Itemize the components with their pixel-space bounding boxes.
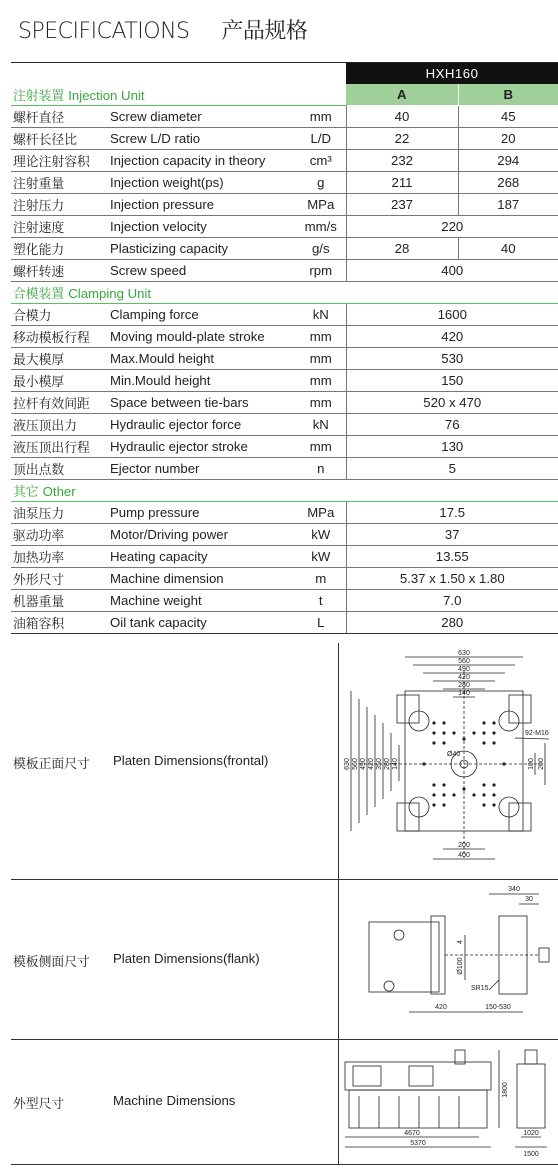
spec-label-en: Ejector number	[110, 458, 296, 480]
spec-row	[11, 238, 558, 260]
dim-bottom-400: 400	[458, 852, 470, 859]
dim-left-630: 630	[344, 758, 351, 770]
spec-value-b: 187	[458, 194, 558, 216]
spec-value: 150	[346, 370, 558, 392]
machine-end-view	[517, 1064, 545, 1128]
spec-unit: mm/s	[296, 216, 346, 238]
spec-row	[11, 590, 558, 612]
dim-left-350: 350	[376, 758, 383, 770]
spec-label-zh: 油泵压力	[11, 502, 110, 524]
spec-unit: g	[296, 172, 346, 194]
spec-label-en: Injection capacity in theory	[110, 150, 296, 172]
frontal-drawing-cell	[338, 643, 558, 879]
machine-drawing-cell	[338, 1040, 558, 1164]
spec-label-zh: 机器重量	[11, 590, 110, 612]
spec-label-zh: 油箱容积	[11, 612, 110, 634]
model-name: HXH160	[346, 63, 558, 84]
machine-label-zh: 外型尺寸	[13, 1097, 65, 1112]
spec-label-en: Machine dimension	[110, 568, 296, 590]
spec-unit: kN	[296, 414, 346, 436]
section-clamping-zh: 合模装置	[13, 287, 65, 302]
hopper-end-view	[525, 1050, 537, 1064]
spec-label-en: Min.Mould height	[110, 370, 296, 392]
drawing-row-flank	[11, 880, 558, 1040]
spec-label-zh: 理论注射容积	[11, 150, 110, 172]
flank-drawing-cell	[338, 880, 558, 1039]
spec-unit: g/s	[296, 238, 346, 260]
section-injection-zh: 注射装置	[13, 88, 65, 104]
spec-unit: n	[296, 458, 346, 480]
spec-row	[11, 194, 558, 216]
spec-label-en: Screw L/D ratio	[110, 128, 296, 150]
spec-row	[11, 392, 558, 414]
section-injection-en: Injection Unit	[68, 87, 145, 103]
spec-row	[11, 260, 558, 282]
spec-label-zh: 注射速度	[11, 216, 110, 238]
section-injection	[11, 84, 558, 106]
spec-value: 280	[346, 612, 558, 634]
spec-value-a: 232	[346, 150, 458, 172]
diameter-100-label: Ø100	[457, 957, 464, 975]
thread-leader-line	[515, 738, 549, 739]
spec-row	[11, 414, 558, 436]
spec-value-a: 40	[346, 106, 458, 128]
dim-left-280: 280	[384, 758, 391, 770]
spec-value-b: 20	[458, 128, 558, 150]
spec-value: 5	[346, 458, 558, 480]
bolt-upper	[394, 930, 404, 940]
spec-value: 220	[346, 216, 558, 238]
dim-left-420: 420	[368, 758, 375, 770]
dim-right-100: 100	[528, 758, 535, 770]
spec-label-zh: 最大模厚	[11, 348, 110, 370]
spec-row	[11, 172, 558, 194]
spec-unit: mm	[296, 370, 346, 392]
spec-value: 520 x 470	[346, 392, 558, 414]
spec-unit: L/D	[296, 128, 346, 150]
spec-row	[11, 128, 558, 150]
section-clamping-en: Clamping Unit	[68, 286, 152, 301]
spec-label-en: Screw speed	[110, 260, 296, 282]
spec-label-zh: 最小模厚	[11, 370, 110, 392]
flank-label-en: Platen Dimensions(flank)	[113, 951, 260, 966]
spec-unit: kW	[296, 524, 346, 546]
spec-value: 37	[346, 524, 558, 546]
spec-label-zh: 螺杆直径	[11, 106, 110, 128]
machine-base	[349, 1090, 487, 1128]
corner-block-bl	[397, 803, 419, 831]
spec-label-zh: 合模力	[11, 304, 110, 326]
spec-label-zh: 外形尺寸	[11, 568, 110, 590]
spec-label-zh: 螺杆长径比	[11, 128, 110, 150]
dim-560: 560	[458, 658, 470, 665]
page-title	[18, 14, 307, 44]
spec-label-zh: 加热功率	[11, 546, 110, 568]
dim-30: 30	[525, 896, 533, 903]
thread-label: 92-M16	[525, 730, 549, 737]
spec-label-zh: 拉杆有效间距	[11, 392, 110, 414]
dim-4670: 4670	[404, 1130, 420, 1137]
spec-value: 1600	[346, 304, 558, 326]
other-rows	[11, 502, 558, 634]
spec-label-en: Injection weight(ps)	[110, 172, 296, 194]
dim-4-label: 4	[457, 940, 464, 944]
dim-left-490: 490	[360, 758, 367, 770]
spec-value: 5.37 x 1.50 x 1.80	[346, 568, 558, 590]
dim-340: 340	[508, 886, 520, 893]
spec-label-zh: 液压顶出行程	[11, 436, 110, 458]
spec-row	[11, 502, 558, 524]
fixed-platen-body	[369, 922, 439, 992]
section-other-en: Other	[42, 484, 76, 499]
spec-label-zh: 液压顶出力	[11, 414, 110, 436]
dim-1020: 1020	[523, 1130, 539, 1137]
spec-unit: mm	[296, 392, 346, 414]
page-title-zh: 产品规格	[221, 19, 308, 44]
spec-value-b: 40	[458, 238, 558, 260]
spec-value-a: 28	[346, 238, 458, 260]
radius-leader	[489, 980, 499, 990]
spec-row	[11, 304, 558, 326]
spec-label-en: Hydraulic ejector stroke	[110, 436, 296, 458]
dim-bottom-200: 200	[458, 842, 470, 849]
spec-value: 17.5	[346, 502, 558, 524]
spec-unit: rpm	[296, 260, 346, 282]
machine-outline-drawing	[339, 1040, 558, 1165]
spec-label-zh: 螺杆转速	[11, 260, 110, 282]
spec-unit: cm³	[296, 150, 346, 172]
spec-unit: MPa	[296, 502, 346, 524]
spec-value-b: 294	[458, 150, 558, 172]
spec-label-zh: 塑化能力	[11, 238, 110, 260]
section-other	[11, 480, 558, 502]
machine-label-en: Machine Dimensions	[113, 1093, 236, 1108]
dim-280: 280	[458, 682, 470, 689]
spec-value: 7.0	[346, 590, 558, 612]
flank-label-zh: 模板侧面尺寸	[13, 955, 90, 970]
spec-label-en: Injection velocity	[110, 216, 296, 238]
dim-630: 630	[458, 650, 470, 657]
spec-value: 130	[346, 436, 558, 458]
frontal-label-en: Platen Dimensions(frontal)	[113, 753, 269, 768]
model-header-row	[11, 63, 558, 84]
injection-rows	[11, 106, 558, 282]
spec-label-zh: 驱动功率	[11, 524, 110, 546]
spec-value: 13.55	[346, 546, 558, 568]
dim-1500: 1500	[523, 1151, 539, 1158]
spec-label-en: Screw diameter	[110, 106, 296, 128]
spec-value-b: 45	[458, 106, 558, 128]
column-a-header: A	[346, 84, 458, 106]
dim-5370: 5370	[410, 1140, 426, 1147]
corner-block-br	[509, 803, 531, 831]
spec-row	[11, 568, 558, 590]
corner-block-tr	[509, 695, 531, 723]
corner-block-tl	[397, 695, 419, 723]
spec-row	[11, 216, 558, 238]
spec-value-a: 22	[346, 128, 458, 150]
dim-420: 420	[458, 674, 470, 681]
drawing-row-machine	[11, 1040, 558, 1165]
spec-unit: L	[296, 612, 346, 634]
spec-unit: kW	[296, 546, 346, 568]
spec-label-en: Injection pressure	[110, 194, 296, 216]
spec-label-zh: 移动模板行程	[11, 326, 110, 348]
spec-row	[11, 370, 558, 392]
spec-label-en: Hydraulic ejector force	[110, 414, 296, 436]
center-diameter-label: Ø40	[447, 751, 461, 758]
spec-label-en: Motor/Driving power	[110, 524, 296, 546]
spec-label-en: Oil tank capacity	[110, 612, 296, 634]
platen-flank-drawing	[339, 880, 558, 1040]
dim-left-140: 140	[392, 758, 399, 770]
spec-value: 420	[346, 326, 558, 348]
section-other-zh: 其它	[13, 485, 39, 500]
fixed-platen-plate	[431, 916, 445, 994]
spec-row	[11, 612, 558, 634]
section-clamping	[11, 282, 558, 304]
spec-value-a: 211	[346, 172, 458, 194]
dim-140: 140	[458, 690, 470, 697]
dim-1800: 1800	[502, 1082, 509, 1098]
spec-row	[11, 150, 558, 172]
spec-label-zh: 顶出点数	[11, 458, 110, 480]
clamp-unit	[353, 1066, 381, 1086]
spec-value: 400	[346, 260, 558, 282]
platen-frontal-drawing	[339, 643, 558, 880]
spec-label-zh: 注射压力	[11, 194, 110, 216]
spec-value-a: 237	[346, 194, 458, 216]
spec-row	[11, 106, 558, 128]
spec-row	[11, 436, 558, 458]
page-title-en: SPECIFICATIONS	[18, 19, 190, 44]
spec-unit: kN	[296, 304, 346, 326]
dim-490: 490	[458, 666, 470, 673]
dim-left-560: 560	[352, 758, 359, 770]
spec-label-en: Plasticizing capacity	[110, 238, 296, 260]
dim-420: 420	[435, 1004, 447, 1011]
spec-label-en: Max.Mould height	[110, 348, 296, 370]
drawing-row-frontal	[11, 643, 558, 880]
spec-unit: mm	[296, 326, 346, 348]
spec-value: 530	[346, 348, 558, 370]
spec-row	[11, 524, 558, 546]
spec-value: 76	[346, 414, 558, 436]
clamping-rows	[11, 304, 558, 480]
spec-label-en: Heating capacity	[110, 546, 296, 568]
spec-unit: mm	[296, 436, 346, 458]
spec-row	[11, 348, 558, 370]
spec-label-zh: 注射重量	[11, 172, 110, 194]
spec-unit: MPa	[296, 194, 346, 216]
spec-unit: mm	[296, 106, 346, 128]
spec-label-en: Moving mould-plate stroke	[110, 326, 296, 348]
dim-right-200: 200	[538, 758, 545, 770]
spec-row	[11, 458, 558, 480]
spec-label-en: Pump pressure	[110, 502, 296, 524]
spec-unit: t	[296, 590, 346, 612]
bolt-lower	[384, 981, 394, 991]
spec-label-en: Clamping force	[110, 304, 296, 326]
dim-150-530: 150-530	[485, 1004, 511, 1011]
spec-label-en: Machine weight	[110, 590, 296, 612]
spec-label-en: Space between tie-bars	[110, 392, 296, 414]
spec-value-b: 268	[458, 172, 558, 194]
nozzle-block	[539, 948, 549, 962]
frontal-label-zh: 模板正面尺寸	[13, 757, 90, 772]
spec-row	[11, 546, 558, 568]
spec-unit: mm	[296, 348, 346, 370]
spec-row	[11, 326, 558, 348]
control-panel	[409, 1066, 433, 1086]
spec-table	[11, 62, 558, 634]
radius-label: SR15	[471, 985, 489, 992]
column-b-header: B	[458, 84, 558, 106]
spec-unit: m	[296, 568, 346, 590]
